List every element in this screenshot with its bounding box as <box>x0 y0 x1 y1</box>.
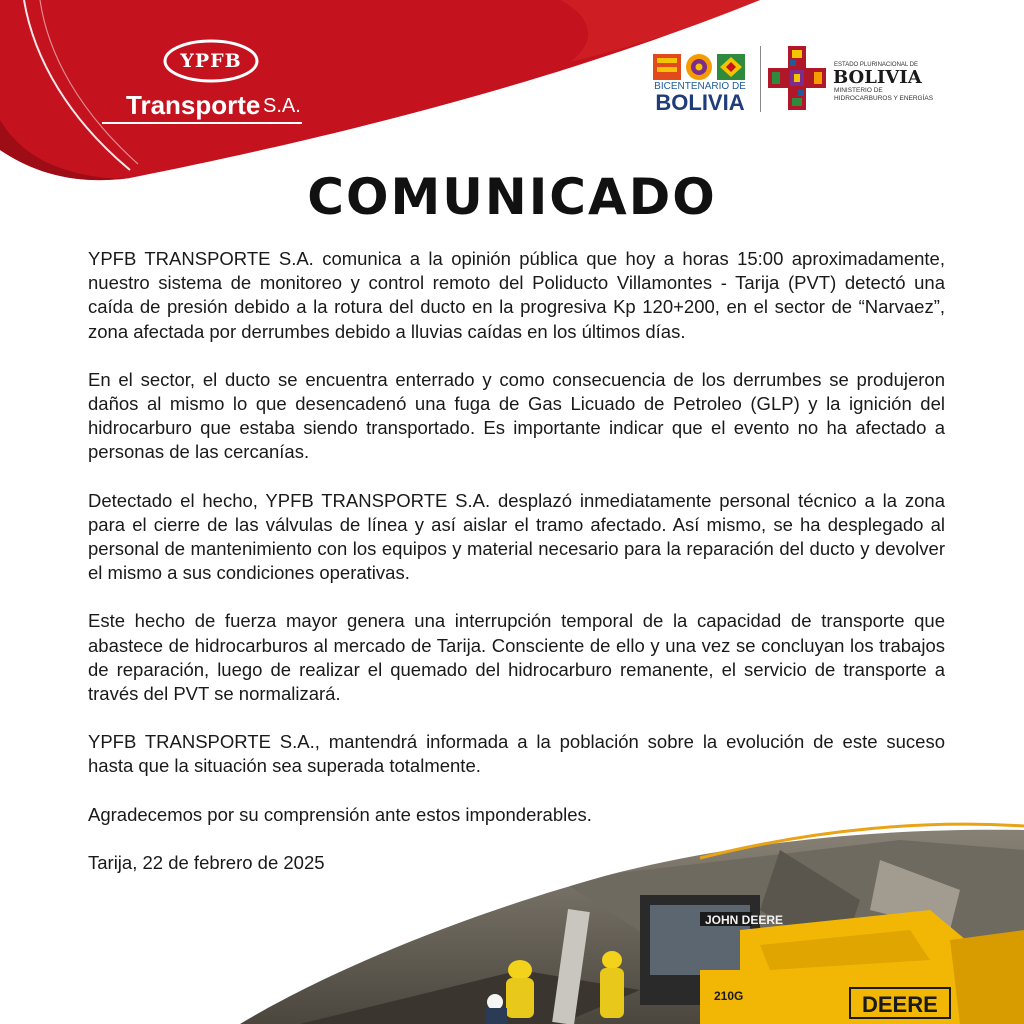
paragraph-impact: Este hecho de fuerza mayor genera una interrupción temporal de la capacidad de transporte que abastece de hidrocarburos al mercado de Tarija. Consciente de ello y una vez se concluyan los trabajos de reparación, luego de realizar el quemado del hidrocarburo remanente, el servicio de transporte a través del PVT se normalizará. <box>88 610 945 705</box>
excavator-model-label: 210G <box>714 989 744 1003</box>
paragraph-thanks: Agradecemos por su comprensión ante estos imponderables. <box>88 803 592 825</box>
page-title: COMUNICADO <box>307 168 717 226</box>
state-caption: ESTADO PLURINACIONAL DE <box>834 62 919 68</box>
paragraph-response: Detectado el hecho, YPFB TRANSPORTE S.A. desplazó inmediatamente personal técnico a la zona para el cierre de las válvulas de línea y así aislar el tramo afectado. Así mismo, se ha desplegado al personal de mantenimiento con los equipos y material necesario para la reparación del ducto y devolver el mismo a sus condiciones operativas. <box>88 489 945 584</box>
ypfb-emblem-text: YPFB <box>180 50 242 72</box>
government-logos <box>650 46 950 116</box>
paragraph-incident: YPFB TRANSPORTE S.A. comunica a la opinión pública que hoy a horas 15:00 aproximadamente, nuestro sistema de monitoreo y control remoto del Poliducto Villamontes - Tarija (PVT) detectó una caída de presión debido a la rotura del ducto en la progresiva Kp 120+200, en el sector de “Narvaez”, zona afectada por derrumbes debido a lluvias caídas en los últimos días. <box>88 248 945 342</box>
excavation-site-photo <box>0 820 1024 1024</box>
state-country-name: BOLIVIA <box>833 67 922 88</box>
bicentenario-name: BOLIVIA <box>655 90 745 115</box>
paragraph-damage: En el sector, el ducto se encuentra enterrado y como consecuencia de los derrumbes se produjeron daños al mismo lo que desencadenó una fuga de Gas Licuado de Petroleo (GLP) y la ignición del hidrocarburo que estaba siendo transportado. Es importante indicar que el evento no ha afectado a personas de las cercanías. <box>88 368 945 463</box>
ypfb-transporte-logo <box>100 38 330 128</box>
bicentenario-logo-icon <box>653 52 745 82</box>
excavator-brand-label: JOHN DEERE <box>705 913 784 927</box>
excavator-logo-text: DEERE <box>862 992 938 1017</box>
logo-divider <box>760 46 761 112</box>
ministry-name-line2: HIDROCARBUROS Y ENERGÍAS <box>834 95 934 102</box>
place-and-date: Tarija, 22 de febrero de 2025 <box>88 851 325 873</box>
paragraph-commitment: YPFB TRANSPORTE S.A., mantendrá informada a la población sobre la evolución de este suceso hasta que la situación sea superada totalmente. <box>88 731 945 777</box>
chakana-emblem-icon <box>768 46 826 110</box>
brand-name: Transporte <box>126 90 261 120</box>
ministry-name-line1: MINISTERIO DE <box>834 87 883 94</box>
communique-body <box>88 247 945 899</box>
brand-underline <box>102 122 302 124</box>
bicentenario-caption: BICENTENARIO DE <box>654 81 746 92</box>
ypfb-emblem <box>162 38 260 84</box>
brand-suffix: S.A. <box>263 95 301 117</box>
